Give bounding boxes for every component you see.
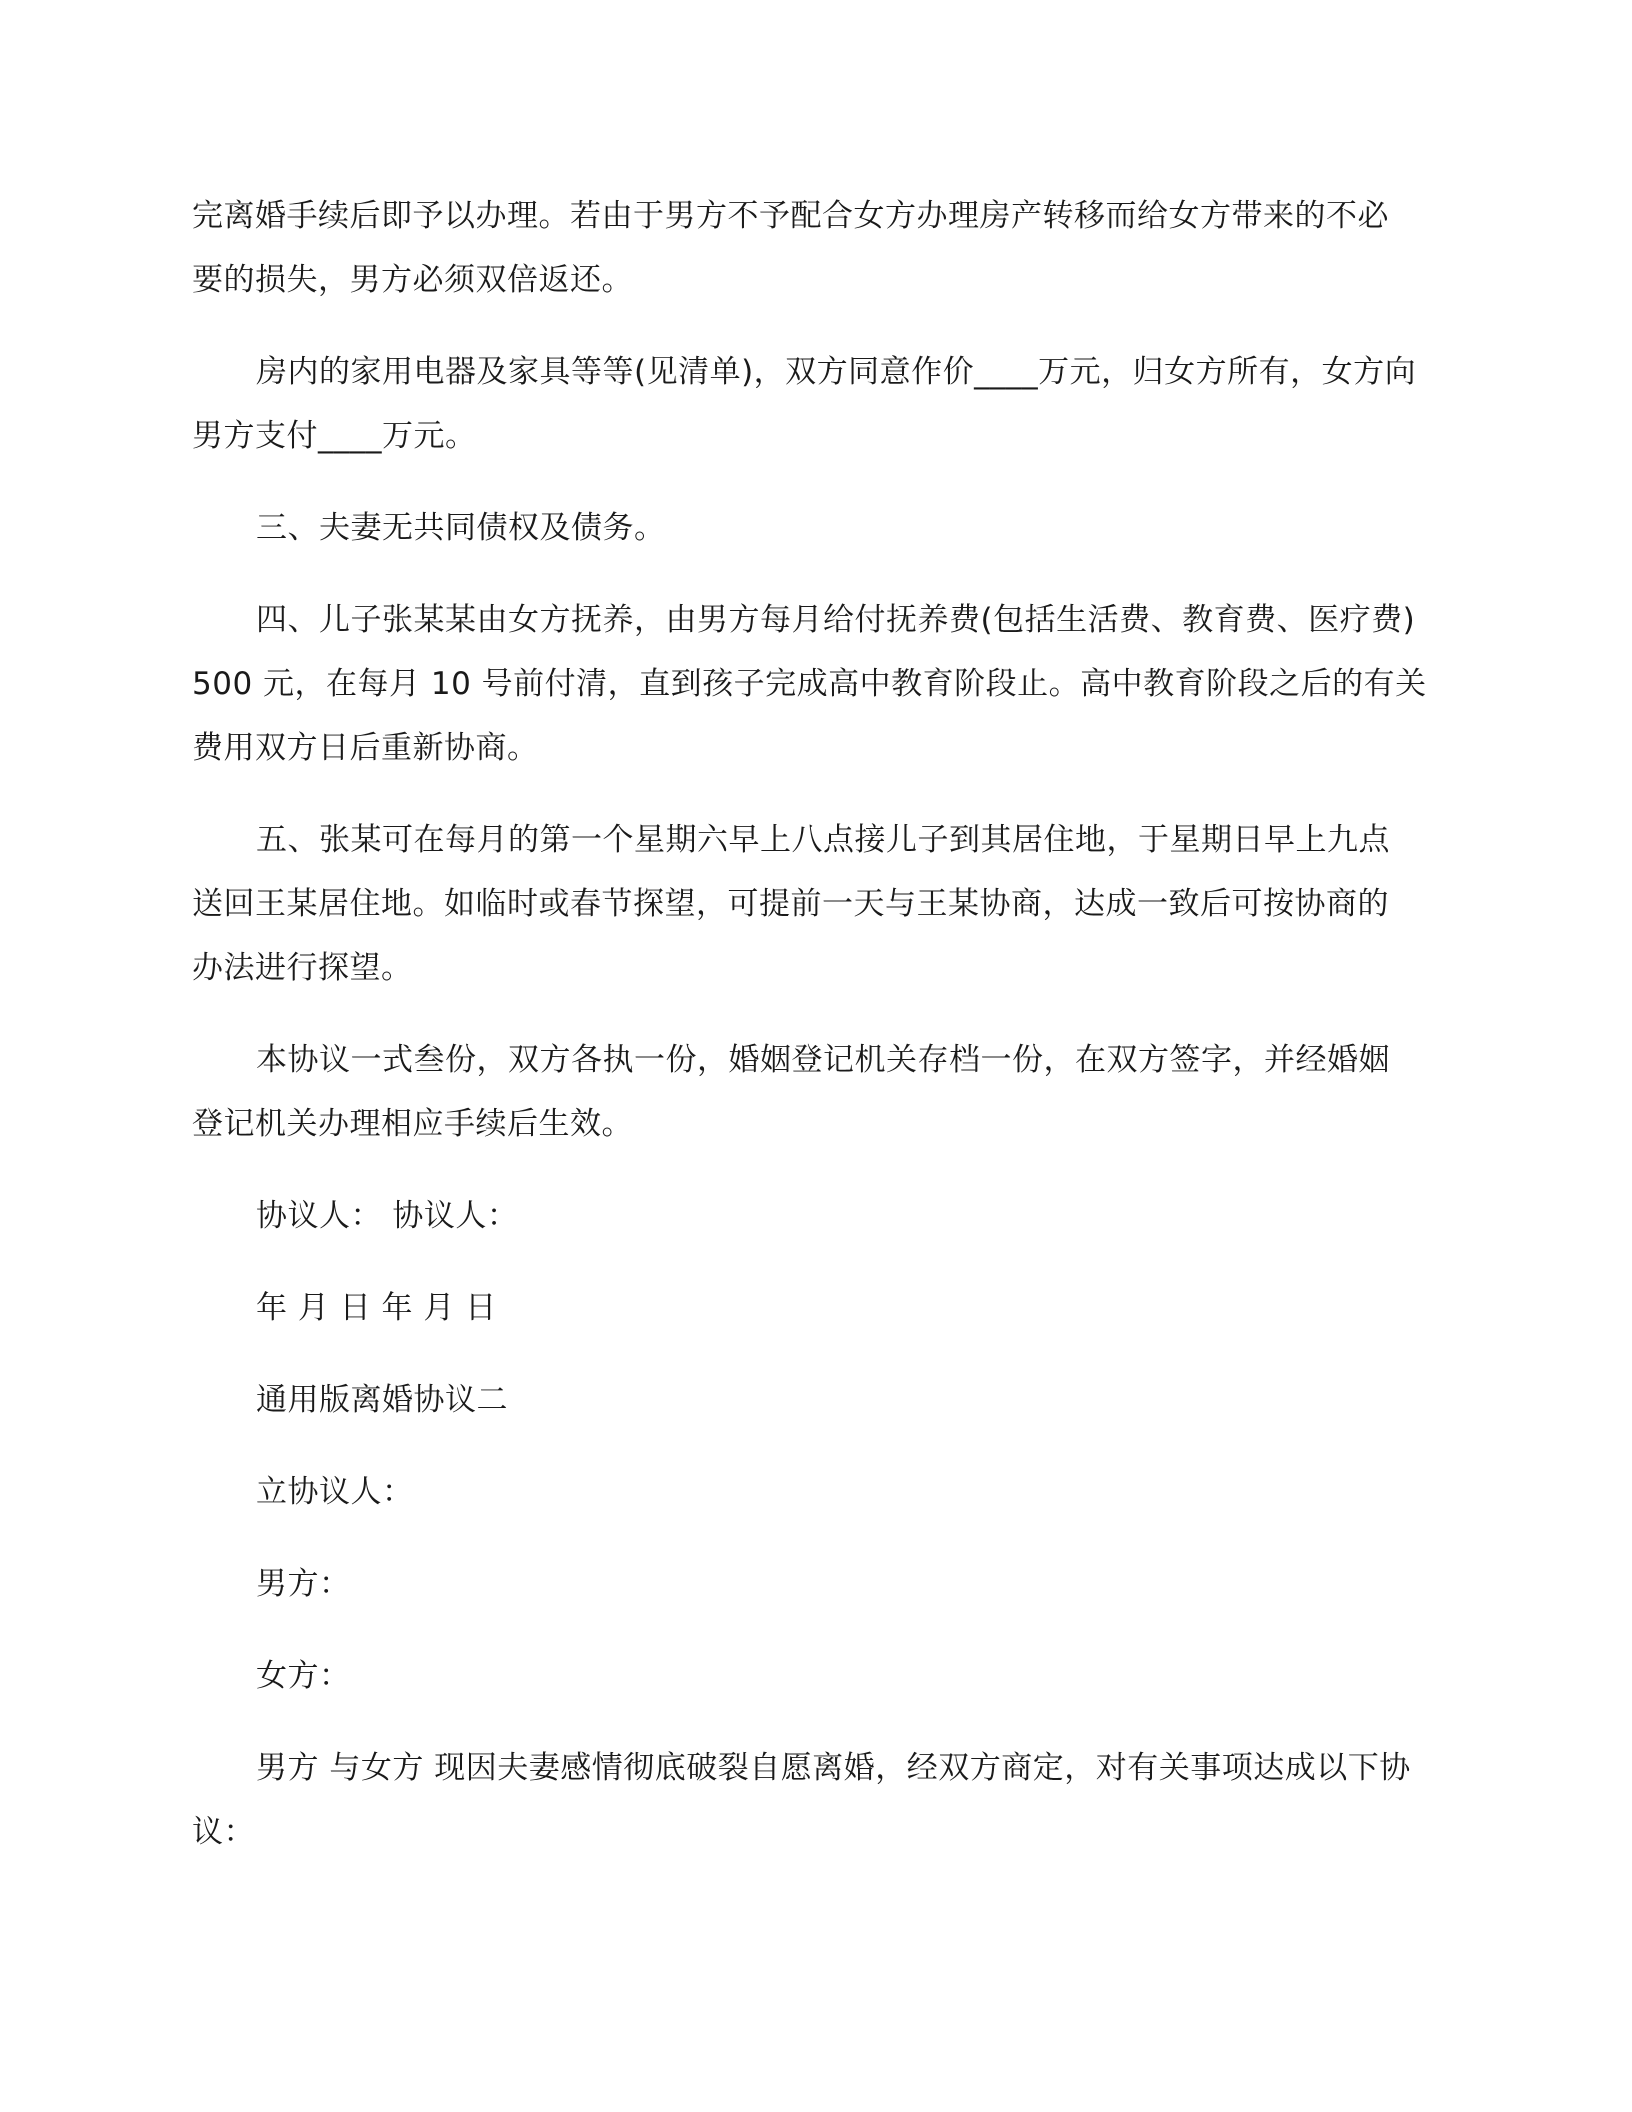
text-line: 房内的家用电器及家具等等(见清单)，双方同意作价____万元，归女方所有，女方向 (256, 354, 1417, 390)
section-heading: 三、夫妻无共同债权及债务。 (256, 510, 666, 546)
text-line: 本协议一式叁份，双方各执一份，婚姻登记机关存档一份，在双方签字，并经婚姻 (256, 1042, 1390, 1078)
date-line: 年 月 日 年 月 日 (256, 1290, 497, 1326)
male-party-label: 男方： (256, 1566, 351, 1602)
text-line: 男方 与女方 现因夫妻感情彻底破裂自愿离婚，经双方商定，对有关事项达成以下协 (256, 1750, 1411, 1786)
text-line: 费用双方日后重新协商。 (192, 730, 539, 766)
text-line: 议： (192, 1814, 255, 1850)
text-line: 500 元，在每月 10 号前付清，直到孩子完成高中教育阶段止。高中教育阶段之后的有关 (192, 666, 1427, 702)
text-line: 完离婚手续后即予以办理。若由于男方不予配合女方办理房产转移而给女方带来的不必 (192, 198, 1389, 234)
signature-line: 协议人： 协议人： (256, 1198, 519, 1234)
text-line: 五、张某可在每月的第一个星期六早上八点接儿子到其居住地，于星期日早上九点 (256, 822, 1390, 858)
party-label: 立协议人： (256, 1474, 414, 1510)
text-line: 送回王某居住地。如临时或春节探望，可提前一天与王某协商，达成一致后可按协商的 (192, 886, 1389, 922)
text-line: 登记机关办理相应手续后生效。 (192, 1106, 633, 1142)
text-line: 男方支付____万元。 (192, 418, 477, 454)
text-line: 四、儿子张某某由女方抚养，由男方每月给付抚养费(包括生活费、教育费、医疗费) (256, 602, 1416, 638)
female-party-label: 女方： (256, 1658, 351, 1694)
agreement-title: 通用版离婚协议二 (256, 1382, 508, 1418)
text-line: 要的损失，男方必须双倍返还。 (192, 262, 633, 298)
text-line: 办法进行探望。 (192, 950, 413, 986)
